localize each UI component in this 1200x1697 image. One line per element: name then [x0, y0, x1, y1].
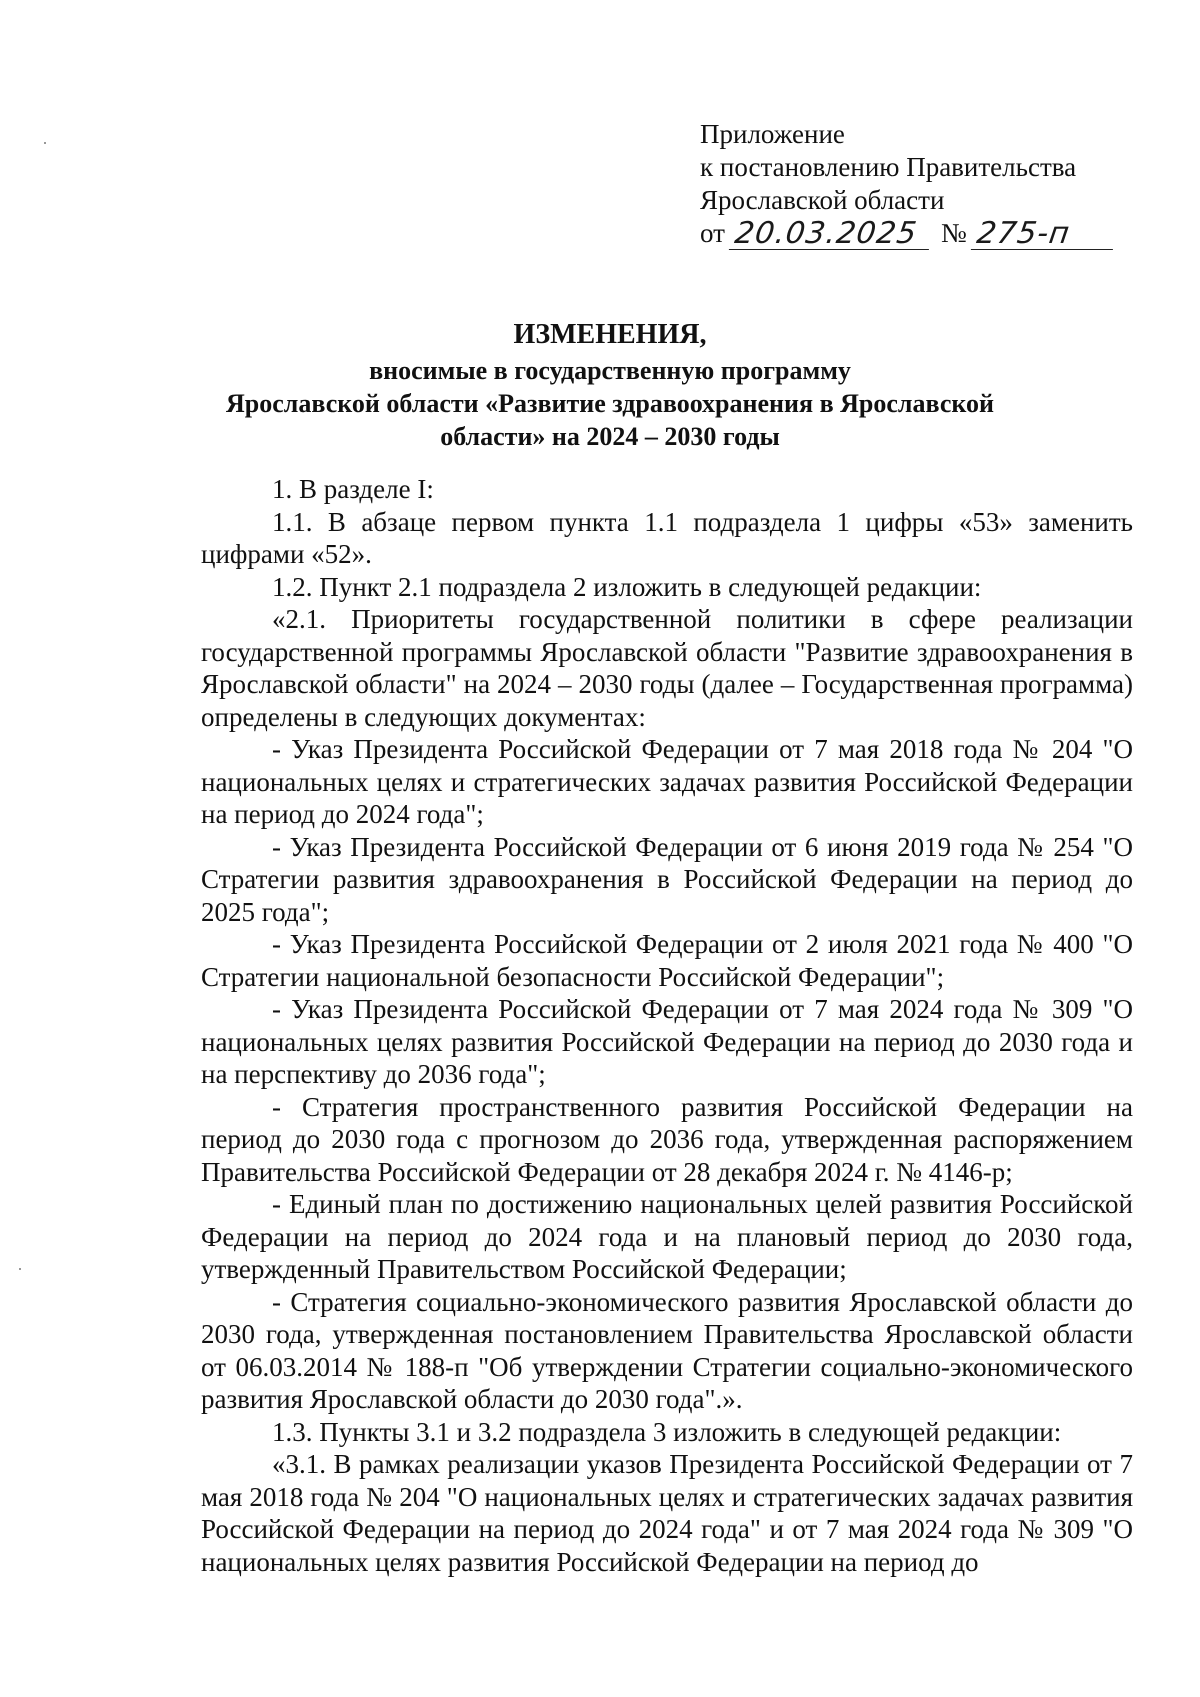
title-line-3: области» на 2024 – 2030 годы	[440, 422, 780, 451]
list-item: - Указ Президента Российской Федерации от 7 мая 2024 года № 309 "О национальных целях развития Российской Федерации на период до 2030 года и на перспективу до 2036 года";	[201, 994, 1133, 1089]
list-item: - Единый план по достижению национальных целей развития Российской Федерации на период до 2024 года и на плановый период до 2030 года, утвержденный Правительством Российской Федерации;	[201, 1189, 1133, 1284]
paragraph: 1. В разделе I:	[272, 474, 434, 504]
appendix-line-3: Ярославской области	[700, 185, 945, 215]
scan-speck	[44, 142, 46, 144]
document-title	[150, 318, 1070, 453]
title-line-1: вносимые в государственную программу	[369, 356, 851, 385]
document-body	[201, 473, 1133, 1578]
list-item: - Указ Президента Российской Федерации от 7 мая 2018 года № 204 "О национальных целях и стратегических задачах развития Российской Федерации на период до 2024 года";	[201, 734, 1133, 829]
title-heading: ИЗМЕНЕНИЯ,	[513, 319, 707, 350]
appendix-line-1: Приложение	[700, 119, 845, 149]
list-item: - Стратегия пространственного развития Российской Федерации на период до 2030 года с прогнозом до 2036 года, утвержденная распоряжением Правительства Российской Федерации от 28 декабря 2024 г. № 4146-р;	[201, 1091, 1133, 1187]
appendix-line-2: к постановлению Правительства	[700, 152, 1077, 182]
list-item: - Указ Президента Российской Федерации от 2 июля 2021 года № 400 "О Стратегии национальной безопасности Российской Федерации";	[201, 929, 1133, 992]
handwritten-number: 275-п	[971, 219, 1117, 250]
appendix-block	[700, 118, 1115, 250]
scan-speck	[19, 1268, 21, 1270]
title-line-2: Ярославской области «Развитие здравоохранения в Ярославской	[226, 389, 994, 418]
paragraph: 1.2. Пункт 2.1 подраздела 2 изложить в следующей редакции:	[272, 571, 982, 602]
list-item: - Стратегия социально-экономического развития Ярославской области до 2030 года, утвержденная постановлением Правительства Ярославской области от 06.03.2014 № 188-п "Об утверждении Стратегии социально-экономического развития Ярославской области до 2030 года".».	[201, 1286, 1133, 1414]
paragraph: «3.1. В рамках реализации указов Президента Российской Федерации от 7 мая 2018 года № 204 "О национальных целях и стратегических задачах развития Российской Федерации на период до 2024 года" и от 7 мая 2024 года № 309 "О национальных целях развития Российской Федерации на период до	[201, 1449, 1133, 1577]
paragraph: «2.1. Приоритеты государственной политики в сфере реализации государственной программы Ярославской области "Развитие здравоохранения в Ярославской области" на 2024 – 2030 годы (далее – Государственная программа) определены в следующих документах:	[201, 604, 1133, 732]
paragraph: 1.3. Пункты 3.1 и 3.2 подраздела 3 изложить в следующей редакции:	[272, 1416, 1062, 1447]
paragraph: 1.1. В абзаце первом пункта 1.1 подраздела 1 цифры «53» заменить цифрами «52».	[201, 506, 1133, 569]
date-prefix: от	[700, 218, 725, 248]
list-item: - Указ Президента Российской Федерации от 6 июня 2019 года № 254 "О Стратегии развития здравоохранения в Российской Федерации на период до 2025 года";	[201, 831, 1133, 927]
handwritten-date: 20.03.2025	[729, 219, 933, 250]
number-prefix: №	[940, 218, 967, 248]
appendix-date-line	[700, 217, 1115, 250]
